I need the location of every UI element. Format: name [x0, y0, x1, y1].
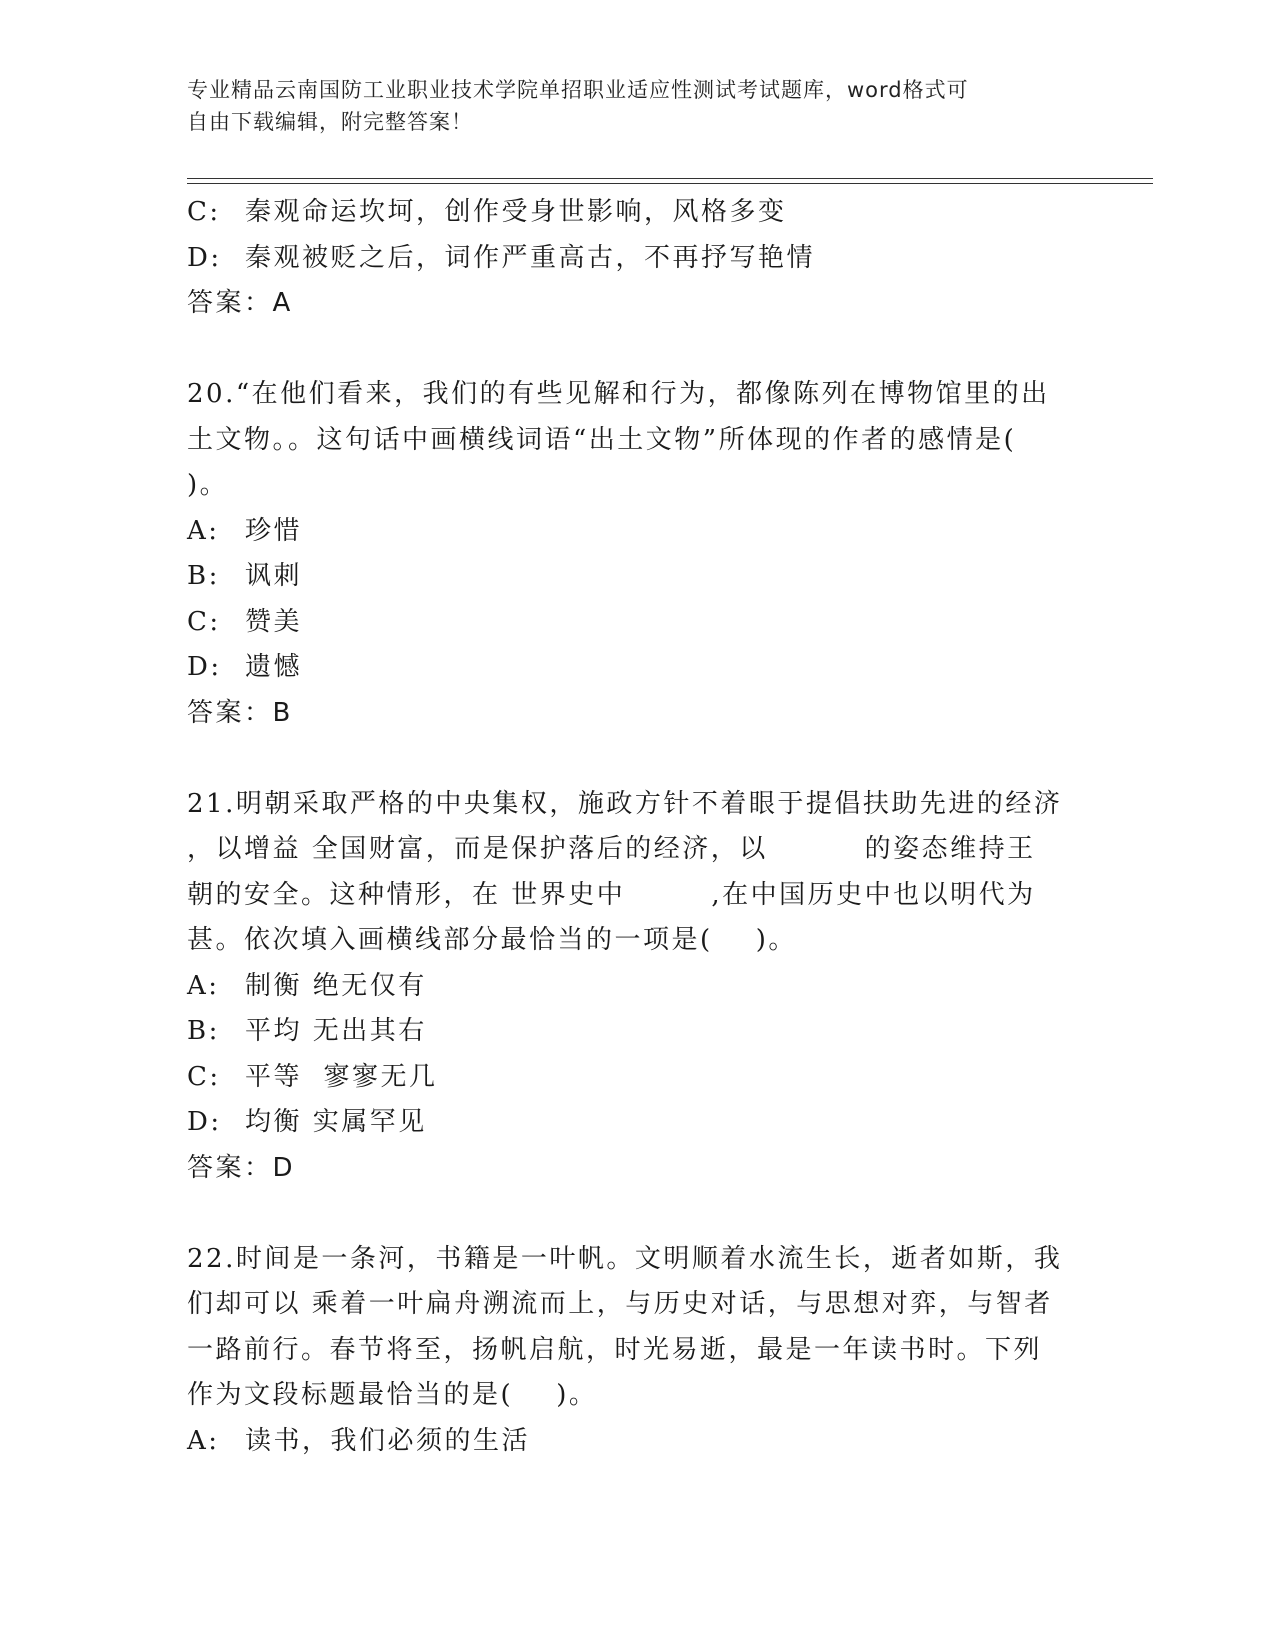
answer-line: 答案：A [187, 288, 293, 318]
question-text-line: 22.时间是一条河，书籍是一叶帆。文明顺着水流生长，逝者如斯，我 [187, 1243, 1063, 1274]
option-text: 平等 寥寥无几 [245, 1061, 438, 1092]
option-letter: D: [187, 1107, 222, 1137]
option-c [187, 600, 1077, 646]
question-text-line: 甚。依次填入画横线部分最恰当的一项是( )。 [187, 925, 797, 955]
header-line-2: 自由下载编辑，附完整答案！ [187, 110, 473, 134]
question-content [187, 190, 1077, 1464]
option-b [187, 1009, 1077, 1055]
question-text-line: 作为文段标题最恰当的是( )。 [187, 1380, 598, 1410]
question-text-line: 20.“在他们看来，我们的有些见解和行为，都像陈列在博物馆里的出 [187, 379, 1050, 409]
question-text-line: 21.明朝采取严格的中央集权，施政方针不着眼于提倡扶助先进的经济 [187, 788, 1063, 819]
question-text-line: ，以增益 全国财富，而是保护落后的经济，以 的姿态维持王 [187, 834, 1036, 864]
question-text-line: )。 [187, 470, 229, 500]
spacer [187, 327, 1077, 373]
header-rule-top [187, 178, 1153, 179]
option-letter: C: [187, 197, 221, 227]
answer-line: 答案：B [187, 697, 293, 728]
spacer [187, 736, 1077, 782]
option-letter: A: [187, 515, 220, 546]
question-20 [187, 372, 1077, 736]
page-header [187, 74, 1067, 138]
option-text: 遗憾 [245, 652, 303, 682]
option-a [187, 1419, 1077, 1465]
spacer [187, 1191, 1077, 1237]
option-letter: C: [187, 606, 221, 637]
option-d [187, 236, 1077, 282]
option-letter: D: [187, 242, 222, 273]
option-a [187, 509, 1077, 555]
option-text: 读书，我们必须的生活 [245, 1425, 531, 1456]
option-b [187, 554, 1077, 600]
option-d [187, 645, 1077, 691]
option-text: 赞美 [245, 606, 303, 637]
option-letter: A: [187, 970, 220, 1001]
option-letter: B: [187, 1016, 220, 1046]
option-text: 讽刺 [245, 561, 303, 591]
option-a [187, 964, 1077, 1010]
option-letter: A: [187, 1425, 220, 1456]
option-text: 秦观被贬之后，词作严重高古，不再抒写艳情 [245, 242, 816, 273]
option-letter: C: [187, 1061, 221, 1092]
option-text: 平均 无出其右 [245, 1016, 427, 1046]
header-line-1: 专业精品云南国防工业职业技术学院单招职业适应性测试考试题库，word格式可 [187, 78, 969, 102]
question-19-tail [187, 190, 1077, 327]
question-22 [187, 1237, 1077, 1465]
answer-line: 答案：D [187, 1152, 296, 1183]
option-text: 珍惜 [245, 515, 303, 546]
header-rule-bottom [187, 183, 1153, 184]
question-text-line: 朝的安全。这种情形，在 世界史中 ,在中国历史中也以明代为 [187, 879, 1036, 910]
question-text-line: 一路前行。春节将至，扬帆启航，时光易逝，最是一年读书时。下列 [187, 1334, 1043, 1365]
option-d [187, 1100, 1077, 1146]
question-text-line: 们却可以 乘着一叶扁舟溯流而上，与历史对话，与思想对弈，与智者 [187, 1289, 1053, 1319]
option-text: 均衡 实属罕见 [245, 1107, 427, 1137]
question-21 [187, 782, 1077, 1192]
option-letter: D: [187, 652, 222, 682]
question-text-line: 土文物。。这句话中画横线词语“出土文物”所体现的作者的感情是( [187, 424, 1017, 455]
option-text: 秦观命运坎坷，创作受身世影响，风格多变 [245, 197, 787, 227]
option-c [187, 1055, 1077, 1101]
option-letter: B: [187, 561, 220, 591]
option-text: 制衡 绝无仅有 [245, 970, 427, 1001]
option-c [187, 190, 1077, 236]
